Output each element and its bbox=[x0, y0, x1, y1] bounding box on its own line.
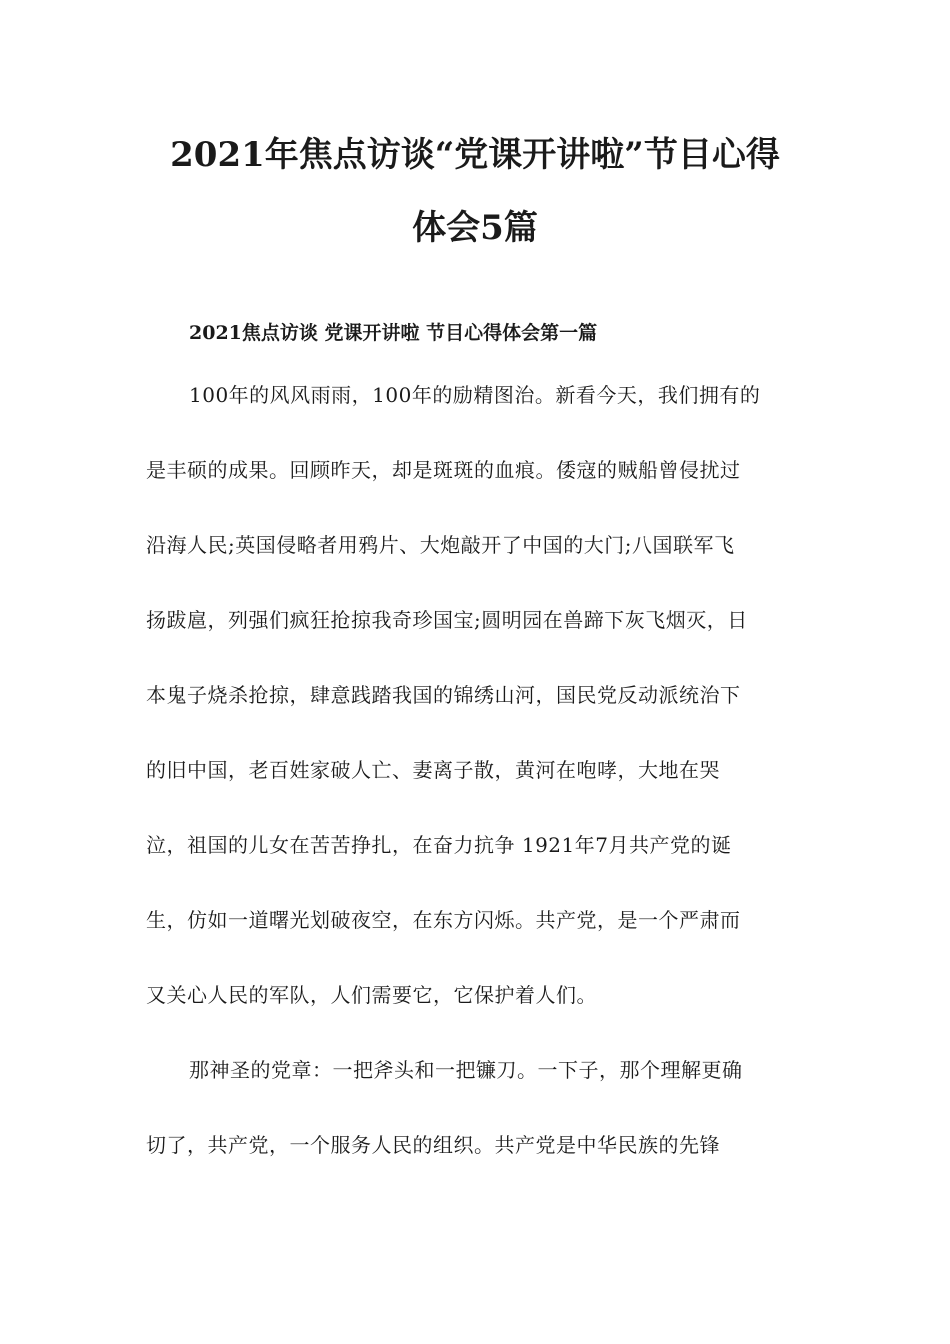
section-heading: 2021焦点访谈 党课开讲啦 节目心得体会第一篇 bbox=[189, 322, 598, 344]
paragraph-line: 又关心人民的军队，人们需要它，它保护着人们。 bbox=[146, 983, 597, 1007]
paragraph-line: 扬跋扈，列强们疯狂抢掠我奇珍国宝;圆明园在兽蹄下灰飞烟灭，日 bbox=[146, 608, 748, 632]
paragraph-line: 泣，祖国的儿女在苦苦挣扎，在奋力抗争 1921年7月共产党的诞 bbox=[146, 833, 732, 857]
document-title-line-1: 2021年焦点访谈“党课开讲啦”节目心得 bbox=[170, 135, 780, 175]
paragraph-line: 是丰硕的成果。回顾昨天，却是斑斑的血痕。倭寇的贼船曾侵扰过 bbox=[146, 458, 741, 482]
paragraph-line: 本鬼子烧杀抢掠，肆意践踏我国的锦绣山河，国民党反动派统治下 bbox=[146, 683, 741, 707]
paragraph-line: 切了，共产党，一个服务人民的组织。共产党是中华民族的先锋 bbox=[146, 1133, 720, 1157]
paragraph-line: 沿海人民;英国侵略者用鸦片、大炮敲开了中国的大门;八国联军飞 bbox=[146, 533, 735, 557]
document-title-line-2: 体会5篇 bbox=[412, 208, 538, 248]
paragraph-line: 的旧中国，老百姓家破人亡、妻离子散，黄河在咆哮，大地在哭 bbox=[146, 758, 720, 782]
paragraph-line: 那神圣的党章：一把斧头和一把镰刀。一下子，那个理解更确 bbox=[189, 1058, 743, 1082]
paragraph-line: 100年的风风雨雨，100年的励精图治。新看今天，我们拥有的 bbox=[189, 383, 761, 407]
paragraph-line: 生，仿如一道曙光划破夜空，在东方闪烁。共产党，是一个严肃而 bbox=[146, 908, 741, 932]
